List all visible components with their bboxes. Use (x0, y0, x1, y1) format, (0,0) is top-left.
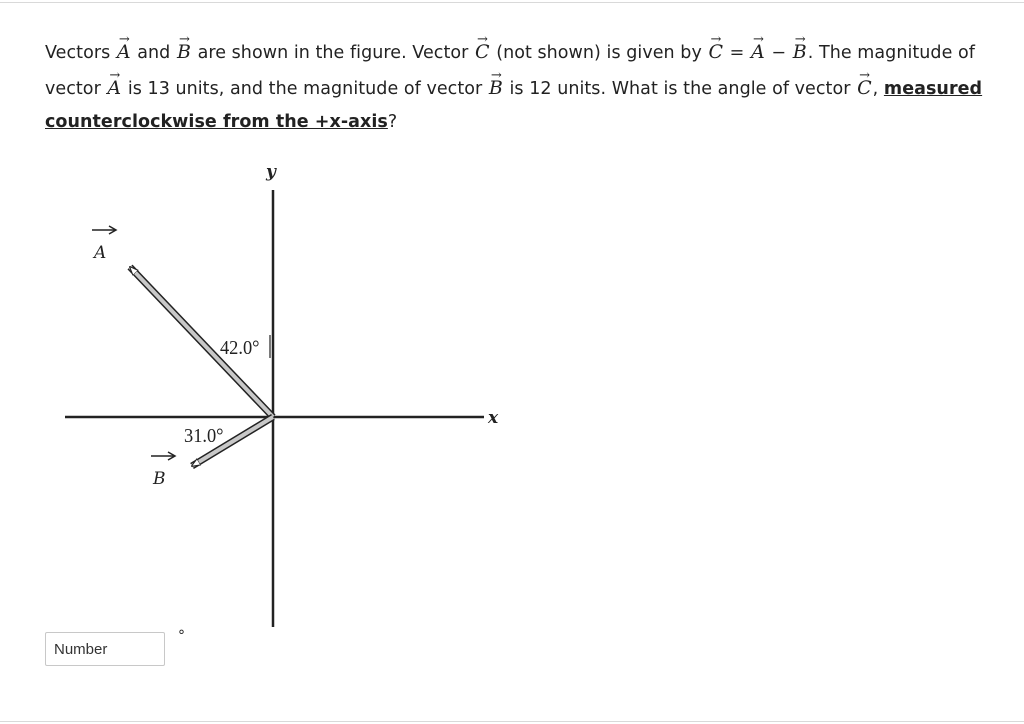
question-text-part: is 12 units. What is the angle of vector (503, 79, 857, 99)
vector-a-label: A (94, 243, 107, 263)
angle-a-label: 42.0° (220, 337, 260, 360)
equals-sign: = (724, 43, 751, 63)
degree-unit-label: ° (178, 628, 185, 644)
equation-c-symbol: → C (708, 34, 723, 69)
vector-b-label: B (153, 469, 166, 489)
question-text-part: ? (387, 112, 398, 132)
question-text-part: and (131, 43, 176, 63)
vector-b-symbol: → B (489, 70, 503, 105)
top-divider (0, 2, 1024, 3)
question-text-part: is 13 units, and the magnitude of vector (122, 79, 488, 99)
vector-c-symbol: → C (857, 70, 872, 105)
answer-number-input[interactable] (45, 632, 165, 666)
y-axis-label: y (266, 162, 276, 182)
minus-sign: − (765, 43, 792, 63)
bottom-divider (0, 721, 1024, 722)
vector-figure (60, 150, 520, 630)
question-text-part: Vectors (45, 43, 116, 63)
equation-a-symbol: → A (751, 34, 765, 69)
equation-b-symbol: → B (793, 34, 807, 69)
question-text-part: (not shown) is given by (490, 43, 708, 63)
question-text-part: , (872, 79, 884, 99)
question-text-part: . The magnitude of vector (45, 43, 975, 99)
vector-c-symbol: → C (475, 34, 490, 69)
vector-b-symbol: → B (177, 34, 191, 69)
question-text (45, 34, 1005, 139)
vector-a-symbol: → A (117, 34, 131, 69)
emphasized-instruction: measured counterclockwise from the +x-axis (45, 79, 983, 132)
vector-a-symbol: → A (107, 70, 121, 105)
x-axis-label: x (488, 408, 499, 428)
question-text-part: are shown in the figure. Vector (191, 43, 474, 63)
angle-b-label: 31.0° (184, 425, 224, 448)
